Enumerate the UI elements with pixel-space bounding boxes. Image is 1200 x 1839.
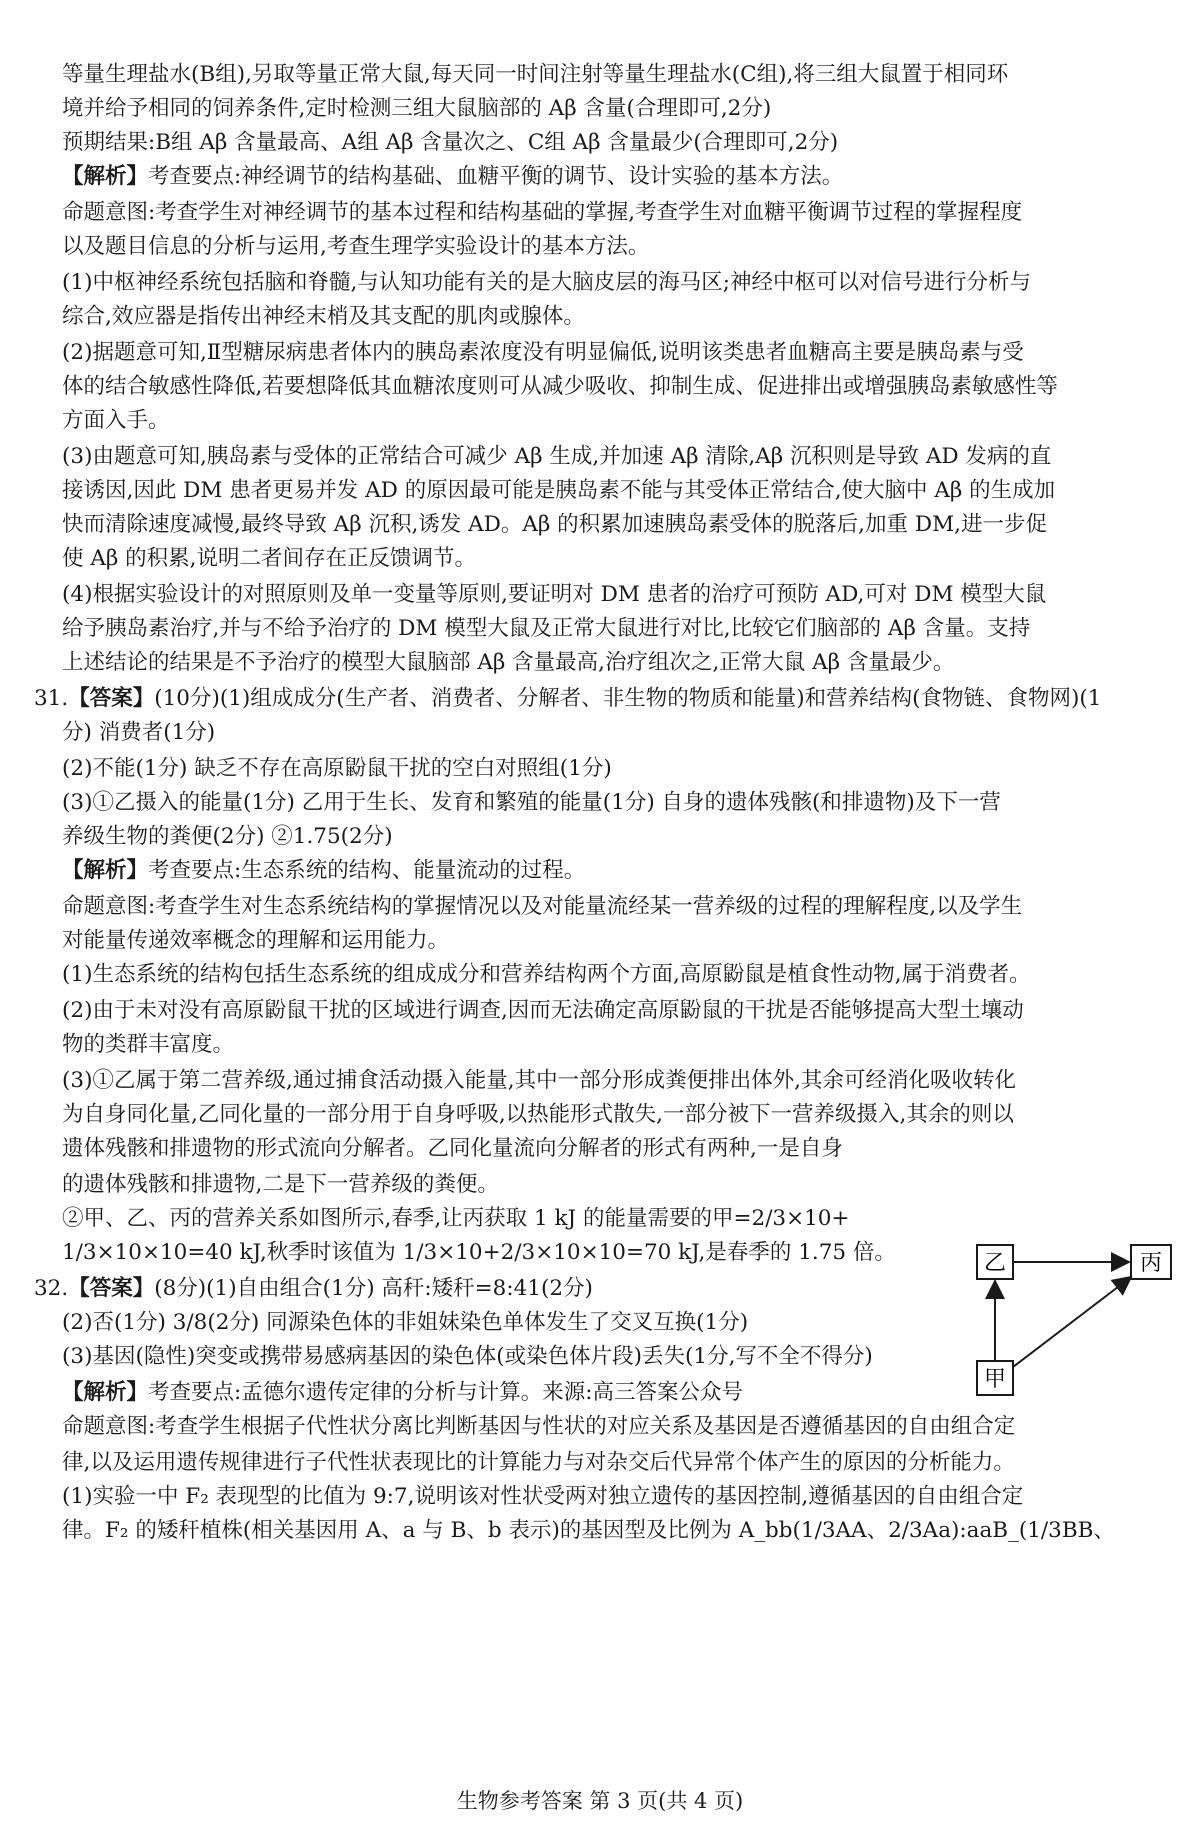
trophic-diagram [975, 1243, 1175, 1403]
text-line: 预期结果:B组 Aβ 含量最高、A组 Aβ 含量次之、C组 Aβ 含量最少(合理即可,2分) [62, 130, 839, 155]
section-marker: 【答案】 [68, 686, 155, 711]
node-yi: 乙 [983, 1251, 1007, 1276]
text-line: ②甲、乙、丙的营养关系如图所示,春季,让丙获取 1 kJ 的能量需要的甲=2/3×10+ [62, 1206, 850, 1231]
text-line: 综合,效应器是指传出神经末梢及其支配的肌肉或腺体。 [62, 304, 585, 329]
text-line: (3)①乙摄入的能量(1分) 乙用于生长、发育和繁殖的能量(1分) 自身的遗体残骸(和排遗物)及下一营 [62, 790, 1001, 815]
text-line: 1/3×10×10=40 kJ,秋季时该值为 1/3×10+2/3×10×10=70 kJ,是春季的 1.75 倍。 [62, 1240, 896, 1265]
text-line: 方面入手。 [62, 408, 170, 433]
text-line: (3)①乙属于第二营养级,通过捕食活动摄入能量,其中一部分形成粪便排出体外,其余可经消化吸收转化 [62, 1068, 1016, 1093]
text-line: 体的结合敏感性降低,若要想降低其血糖浓度则可从减少吸收、抑制生成、促进排出或增强胰岛素敏感性等 [62, 374, 1058, 399]
section-marker: 【答案】 [68, 1276, 155, 1301]
node-bing: 丙 [1139, 1251, 1163, 1276]
text-line: (2)据题意可知,Ⅱ型糖尿病患者体内的胰岛素浓度没有明显偏低,说明该类患者血糖高主要是胰岛素与受 [62, 340, 1024, 365]
text-line: 快而清除速度减慢,最终导致 Aβ 沉积,诱发 AD。Aβ 的积累加速胰岛素受体的脱落后,加重 DM,进一步促 [62, 512, 1047, 537]
text-line: (1)实验一中 F₂ 表现型的比值为 9:7,说明该对性状受两对独立遗传的基因控制,遵循基因的自由组合定 [62, 1484, 1024, 1509]
text-line: (3)由题意可知,胰岛素与受体的正常结合可减少 Aβ 生成,并加速 Aβ 清除,Aβ 沉积则是导致 AD 发病的直 [62, 444, 1052, 469]
text-line: 命题意图:考查学生根据子代性状分离比判断基因与性状的对应关系及基因是否遵循基因的自由组合定 [62, 1414, 1016, 1439]
text-line: 律。F₂ 的矮秆植株(相关基因用 A、a 与 B、b 表示)的基因型及比例为 A_bb(1/3AA、2/3Aa):aaB_(1/3BB、 [62, 1518, 1115, 1543]
text-line: (2)不能(1分) 缺乏不存在高原鼢鼠干扰的空白对照组(1分) [62, 756, 612, 781]
text-line: 接诱因,因此 DM 患者更易并发 AD 的原因最可能是胰岛素不能与其受体正常结合,使大脑中 Aβ 的生成加 [62, 478, 1056, 503]
text-line: 给予胰岛素治疗,并与不给予治疗的 DM 模型大鼠及正常大鼠进行对比,比较它们脑部的 Aβ 含量。支持 [62, 616, 1031, 641]
section-marker: 【解析】 [62, 1380, 149, 1405]
text-line: 的遗体残骸和排遗物,二是下一营养级的粪便。 [62, 1172, 499, 1197]
text-line: 命题意图:考查学生对生态系统结构的掌握情况以及对能量流经某一营养级的过程的理解程度,以及学生 [62, 894, 1023, 919]
text-line: 等量生理盐水(B组),另取等量正常大鼠,每天同一时间注射等量生理盐水(C组),将三组大鼠置于相同环 [62, 62, 1009, 87]
text-line: 物的类群丰富度。 [62, 1032, 235, 1057]
text-line: 以及题目信息的分析与运用,考查生理学实验设计的基本方法。 [62, 234, 650, 259]
question-32-answer: 32.【答案】(8分)(1)自由组合(1分) 高秆:矮秆=8:41(2分) [34, 1276, 593, 1301]
text-line: (2)由于未对没有高原鼢鼠干扰的区域进行调查,因而无法确定高原鼢鼠的干扰是否能够提高大型土壤动 [62, 998, 1024, 1023]
text-line: 上述结论的结果是不予治疗的模型大鼠脑部 Aβ 含量最高,治疗组次之,正常大鼠 Aβ 含量最少。 [62, 650, 955, 675]
text-line: (1)生态系统的结构包括生态系统的组成成分和营养结构两个方面,高原鼢鼠是植食性动物,属于消费者。 [62, 962, 1031, 987]
text-line: 境并给予相同的饲养条件,定时检测三组大鼠脑部的 Aβ 含量(合理即可,2分) [62, 96, 772, 121]
text-line: (3)基因(隐性)突变或携带易感病基因的染色体(或染色体片段)丢失(1分,写不全不得分) [62, 1344, 873, 1369]
text-line: 分) 消费者(1分) [62, 720, 216, 745]
analysis-heading: 【解析】考查要点:孟德尔遗传定律的分析与计算。来源:高三答案公众号 [62, 1380, 744, 1405]
section-marker: 【解析】 [62, 858, 149, 883]
text-line: 养级生物的粪便(2分) ②1.75(2分) [62, 824, 393, 849]
text-line: (4)根据实验设计的对照原则及单一变量等原则,要证明对 DM 患者的治疗可预防 AD,可对 DM 模型大鼠 [62, 582, 1047, 607]
text-line: 遗体残骸和排遗物的形式流向分解者。乙同化量流向分解者的形式有两种,一是自身 [62, 1136, 843, 1161]
page-footer: 生物参考答案 第 3 页(共 4 页) [456, 1789, 744, 1813]
text-line: 使 Aβ 的积累,说明二者间存在正反馈调节。 [62, 546, 476, 571]
section-marker: 【解析】 [62, 164, 149, 189]
analysis-heading: 【解析】考查要点:神经调节的结构基础、血糖平衡的调节、设计实验的基本方法。 [62, 164, 844, 189]
arrow-jia-to-bing [1013, 1277, 1131, 1367]
analysis-heading: 【解析】考查要点:生态系统的结构、能量流动的过程。 [62, 858, 586, 883]
text-line: 对能量传递效率概念的理解和运用能力。 [62, 928, 450, 953]
text-line: 为自身同化量,乙同化量的一部分用于自身呼吸,以热能形式散失,一部分被下一营养级摄入,其余的则以 [62, 1102, 1014, 1127]
text-line: 律,以及运用遗传规律进行子代性状表现比的计算能力与对杂交后代异常个体产生的原因的分析能力。 [62, 1450, 1015, 1475]
node-jia: 甲 [983, 1367, 1007, 1392]
question-31-answer: 31.【答案】(10分)(1)组成成分(生产者、消费者、分解者、非生物的物质和能量)和营养结构(食物链、食物网)(1 [34, 686, 1102, 711]
text-line: 命题意图:考查学生对神经调节的基本过程和结构基础的掌握,考查学生对血糖平衡调节过程的掌握程度 [62, 200, 1023, 225]
text-line: (2)否(1分) 3/8(2分) 同源染色体的非姐妹染色单体发生了交叉互换(1分) [62, 1310, 749, 1335]
text-line: (1)中枢神经系统包括脑和脊髓,与认知功能有关的是大脑皮层的海马区;神经中枢可以对信号进行分析与 [62, 270, 1032, 295]
